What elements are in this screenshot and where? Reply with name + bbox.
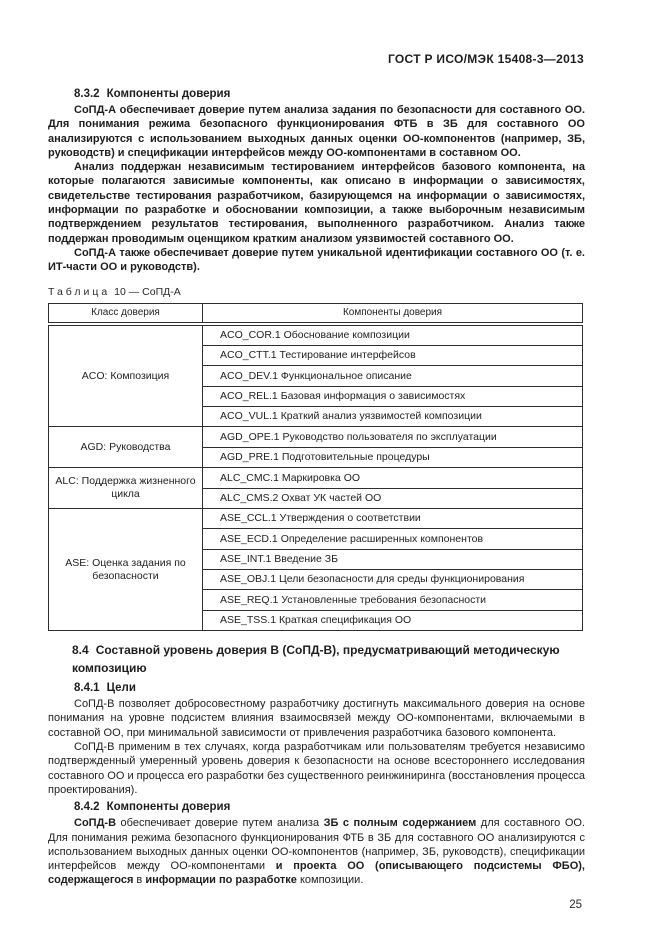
table-caption-rest: 10 — СоПД-А — [114, 285, 181, 298]
text-segment: информации по разработке — [145, 874, 297, 887]
section-number: 8.4.1 — [74, 682, 100, 695]
component-cell: AGD_OPE.1 Руководство пользователя по эксплуатации — [203, 427, 583, 447]
section-heading-8-3-2 — [48, 87, 585, 102]
table-row — [49, 508, 583, 528]
text-segment: ЗБ с полным содержанием — [323, 817, 477, 830]
document-header-title: ГОСТ Р ИСО/МЭК 15408-3—2013 — [387, 52, 584, 66]
class-cell-ase: ASE: Оценка задания по безопасности — [49, 508, 203, 630]
paragraph-832-3: СоПД-А также обеспечивает доверие путем уникальной идентификации составного ОО (т. е. ИТ-части ОО и руководств). — [48, 246, 585, 274]
class-cell-aco: ACO: Композиция — [49, 324, 203, 427]
section-heading-8-4-2 — [48, 800, 585, 815]
paragraph-841-1: СоПД-В позволяет добросовестному разработчику достигнуть максимального доверия на основе понимания на уровне подсистем влияния взаимосвязей между ОО-компонентами, включаемыми в составной ОО, при минимальной зависимости от привлечения разработчика базового компонента. — [48, 698, 585, 739]
section-number: 8.3.2 — [74, 88, 100, 100]
component-cell: ACO_VUL.1 Краткий анализ уязвимостей композиции — [203, 407, 583, 427]
text-segment: для составного ОО. Для понимания режима безопасного функционирования ФТБ в ЗБ для составного ОО анализируются с использованием выходных данных оценки ОО-компонентов (например, ЗБ, руководств), спецификации интерфейсов между ОО-компонентами — [48, 817, 585, 873]
table-caption — [48, 286, 585, 298]
text-segment: обеспечивает доверие путем анализа — [116, 817, 324, 830]
section-title: Компоненты доверия — [106, 88, 231, 100]
section-number: 8.4.2 — [74, 801, 100, 814]
column-header-components: Компоненты доверия — [203, 303, 583, 324]
component-cell: ACO_COR.1 Обоснование композиции — [203, 324, 583, 346]
table-row — [49, 324, 583, 346]
component-cell: ASE_TSS.1 Краткая спецификация ОО — [203, 610, 583, 630]
section-number: 8.4 — [72, 643, 89, 658]
component-cell: ACO_DEV.1 Функциональное описание — [203, 366, 583, 386]
component-cell: ACO_REL.1 Базовая информация о зависимостях — [203, 386, 583, 406]
text-segment: СоПД-В — [74, 817, 117, 830]
section-heading-8-4 — [48, 641, 585, 677]
section-title: Компоненты доверия — [106, 801, 231, 814]
table-header-row — [49, 303, 583, 324]
text-segment: в — [133, 874, 146, 887]
component-cell: ASE_ECD.1 Определение расширенных компонентов — [203, 529, 583, 549]
assurance-components-table — [48, 303, 583, 632]
table-row — [49, 468, 583, 488]
paragraph-832-2: Анализ поддержан независимым тестированием интерфейсов базового компонента, на которые полагаются зависимые компоненты, как описано в информации о зависимостях, свидетельстве тестирования разработчиком, базирующемся на информации о зависимостях, информации по разработке и обосновании композиции, а также выборочным независимым подтверждением результатов тестирования, выполненного разработчиком. Анализ также поддержан проводимым оценщиком кратким анализом уязвимостей составного ОО. — [48, 161, 585, 245]
component-cell: ASE_CCL.1 Утверждения о соответствии — [203, 508, 583, 528]
section-title: Составной уровень доверия В (СоПД-В), предусматривающий методическую композицию — [72, 643, 560, 676]
component-cell: ALC_CMS.2 Охват УК частей ОО — [203, 488, 583, 508]
component-cell: ACO_CTT.1 Тестирование интерфейсов — [203, 345, 583, 365]
text-segment: композиции. — [296, 874, 364, 887]
section-heading-8-4-1 — [48, 681, 585, 696]
section-title: Цели — [106, 682, 136, 695]
table-row — [49, 427, 583, 447]
table-caption-word: Таблица — [48, 285, 111, 298]
component-cell: ASE_OBJ.1 Цели безопасности для среды функционирования — [203, 570, 583, 590]
component-cell: ASE_REQ.1 Установленные требования безопасности — [203, 590, 583, 610]
page-content — [48, 52, 585, 911]
component-cell: AGD_PRE.1 Подготовительные процедуры — [203, 447, 583, 467]
paragraph-832-1: СоПД-А обеспечивает доверие путем анализа задания по безопасности для составного ОО. Для понимания режима безопасного функционирования ФТБ в ЗБ для составного ОО анализируются с использованием выходных данных оценки ОО-компонентов (например, ЗБ, руководств) и спецификации интерфейсов между ОО-компонентами в составном ОО. — [48, 104, 585, 159]
text-segment: и проекта ОО (описывающего подсистемы ФБО), содержащегося — [48, 860, 585, 887]
class-cell-alc: ALC: Поддержка жизненного цикла — [49, 468, 203, 509]
column-header-class: Класс доверия — [49, 303, 203, 324]
class-cell-agd: AGD: Руководства — [49, 427, 203, 468]
page-number: 25 — [569, 898, 582, 911]
component-cell: ASE_INT.1 Введение ЗБ — [203, 549, 583, 569]
component-cell: ALC_CMC.1 Маркировка ОО — [203, 468, 583, 488]
paragraph-841-2: СоПД-В применим в тех случаях, когда разработчикам или пользователям требуется независимо подтвержденный умеренный уровень доверия к безопасности на основе всестороннего исследования составного ОО и процесса его разработки без существенного реинжиниринга (восстановления процесса проектирования). — [48, 741, 585, 796]
paragraph-842-1 — [48, 816, 585, 887]
